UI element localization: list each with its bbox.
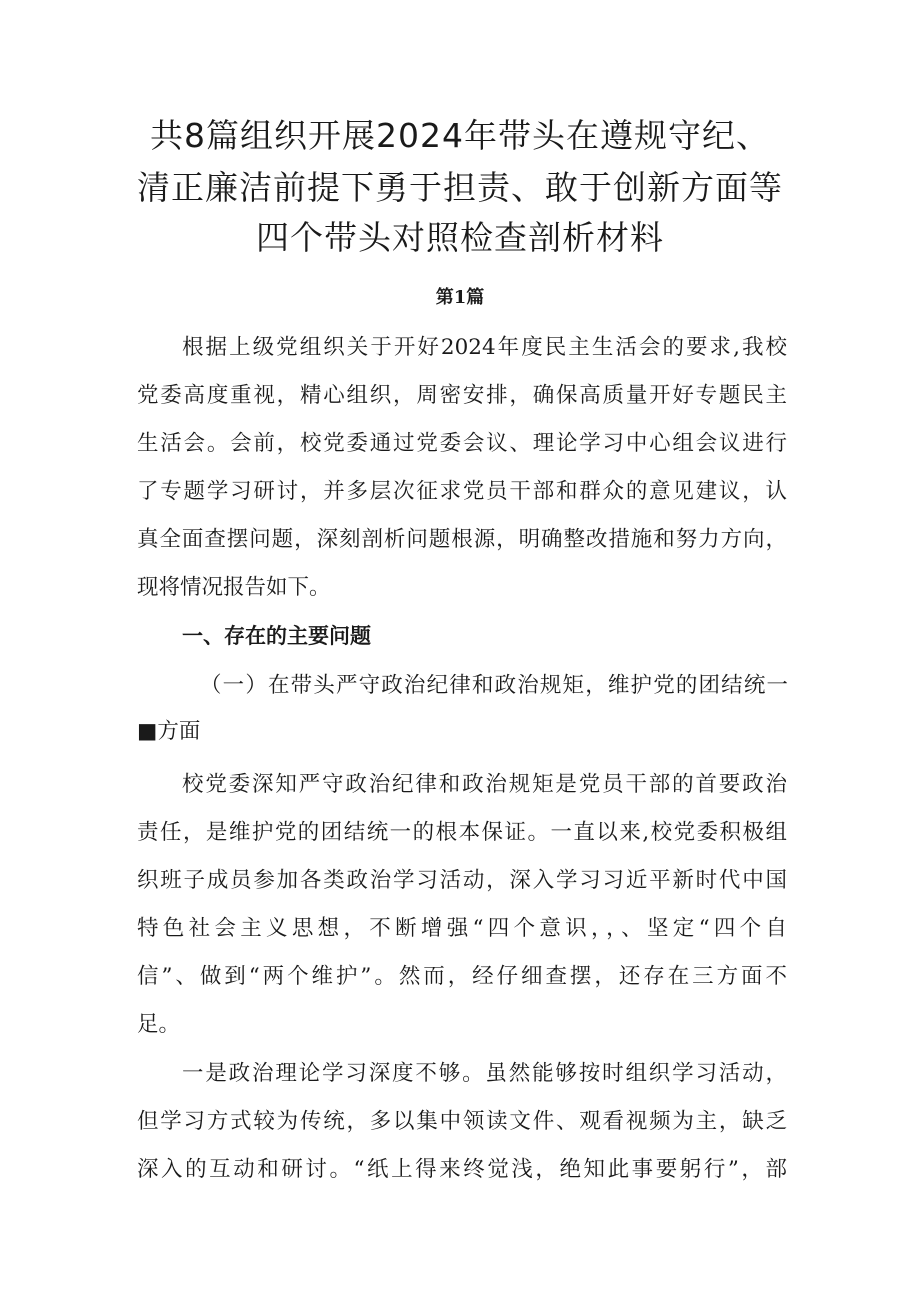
document-title-line-2: 清正廉洁前提下勇于担责、敢于创新方面等 [137, 168, 783, 207]
paragraph-line: 真全面查摆问题，深刻剖析问题根源，明确整改措施和努力方向， [137, 527, 787, 552]
section-heading: 一、存在的主要问题 [182, 624, 371, 648]
paragraph-line: 生活会。会前，校党委通过党委会议、理论学习中心组会议进行 [137, 431, 787, 456]
subsection-heading-line: （一）在带头严守政治纪律和政治规矩，维护党的团结统一 [200, 673, 788, 698]
paragraph-line: 特色社会主义思想，不断增强“四个意识，，、坚定“四个自 [137, 916, 787, 941]
paragraph-line: 深入的互动和研讨。“纸上得来终觉浅，绝知此事要躬行”，部 [137, 1157, 787, 1182]
paragraph-line: 现将情况报告如下。 [137, 575, 331, 600]
document-title-line-1: 共8篇组织开展2024年带头在遵规守纪、 [150, 116, 770, 155]
document-title-line-3: 四个带头对照检查剖析材料 [256, 218, 664, 257]
paragraph-line: 校党委深知严守政治纪律和政治规矩是党员干部的首要政治 [182, 772, 787, 797]
paragraph-line: 了专题学习研讨，并多层次征求党员干部和群众的意见建议，认 [137, 479, 787, 504]
paragraph-line: 党委高度重视，精心组织，周密安排，确保高质量开好专题民主 [137, 383, 787, 408]
document-subtitle: 第1篇 [435, 287, 485, 308]
paragraph-line: 一是政治理论学习深度不够。虽然能够按时组织学习活动， [182, 1061, 787, 1086]
subsection-heading-line: ■方面 [137, 719, 201, 744]
paragraph-line: 但学习方式较为传统，多以集中领读文件、观看视频为主，缺乏 [137, 1109, 787, 1134]
paragraph-line: 信”、做到“两个维护”。然而，经仔细查摆，还存在三方面不 [137, 964, 787, 989]
paragraph-line: 责任，是维护党的团结统一的根本保证。一直以来,校党委积极组 [137, 820, 787, 845]
paragraph-line: 根据上级党组织关于开好2024年度民主生活会的要求,我校 [182, 335, 787, 360]
paragraph-line: 织班子成员参加各类政治学习活动，深入学习习近平新时代中国 [137, 868, 787, 893]
paragraph-line: 足。 [137, 1012, 181, 1037]
